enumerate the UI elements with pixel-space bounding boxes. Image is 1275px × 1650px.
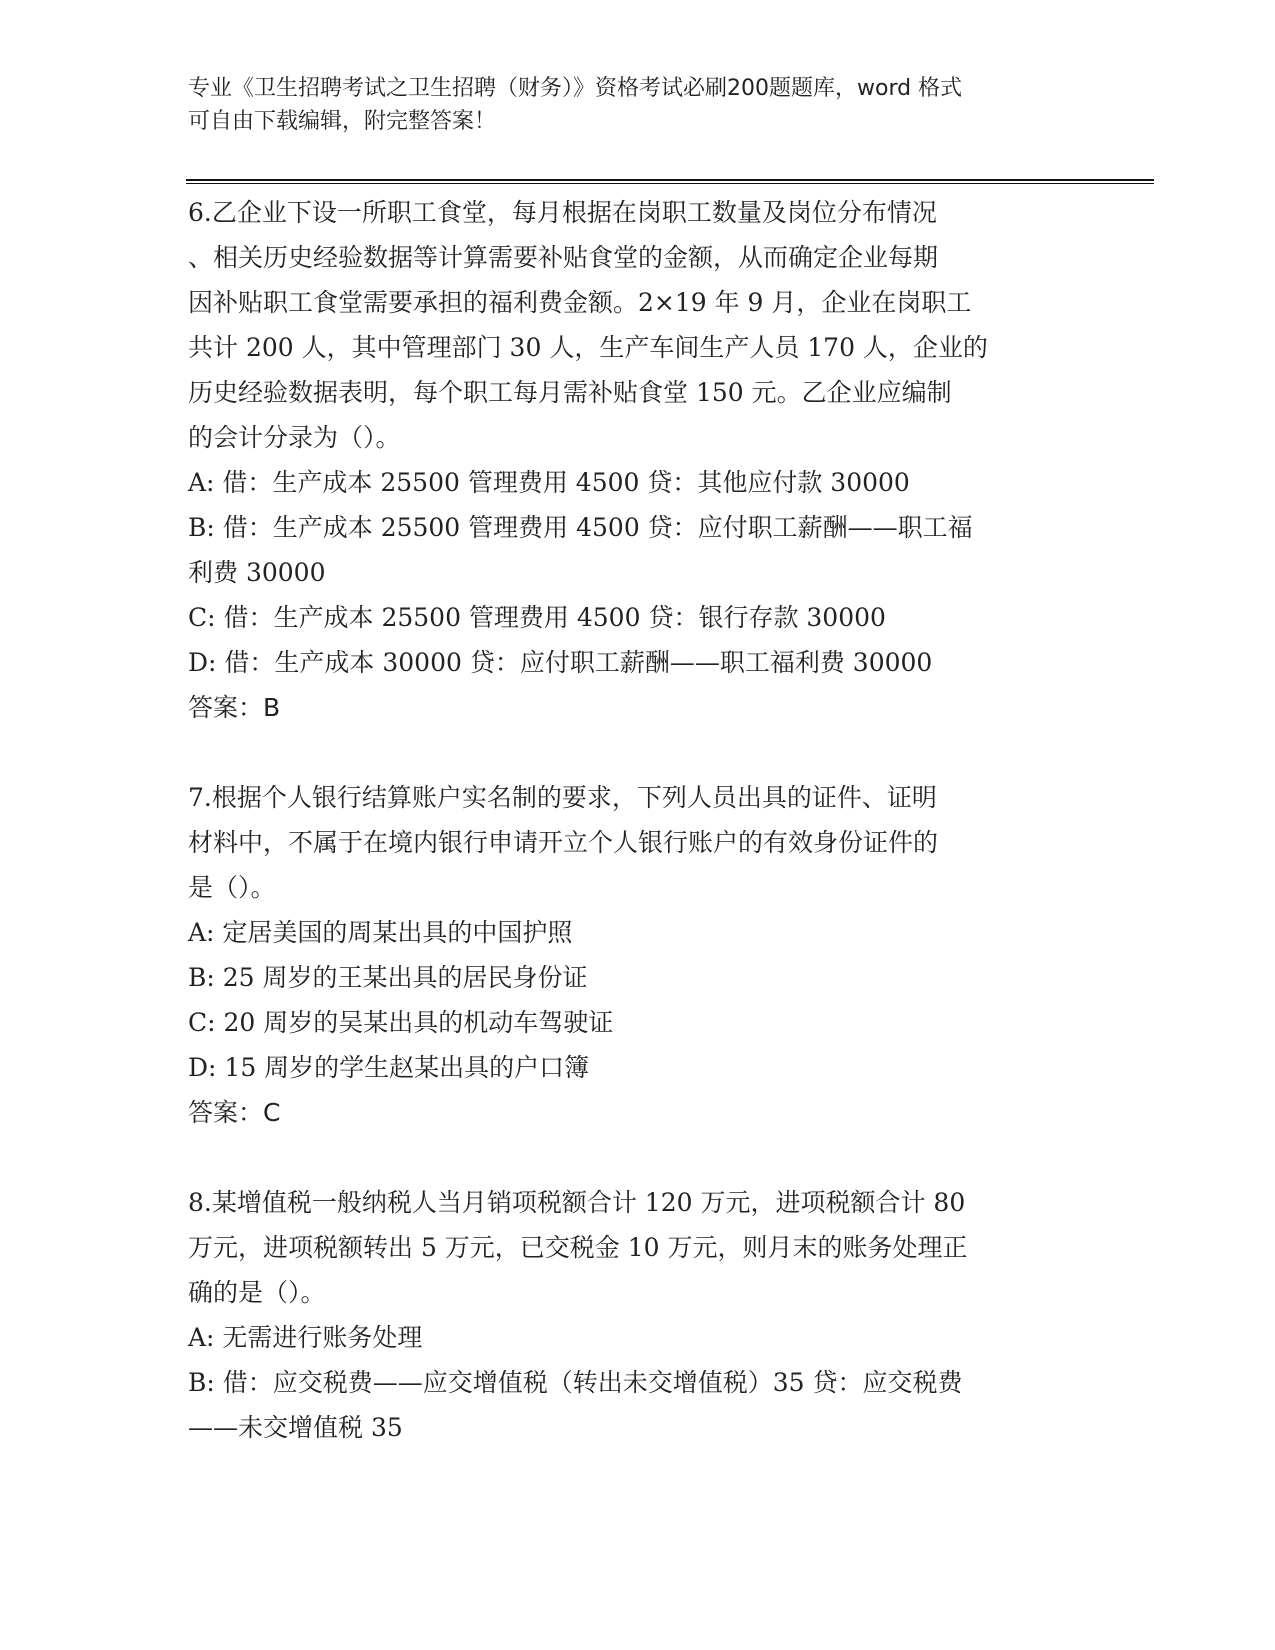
option-b: B: 25 周岁的王某出具的居民身份证 [188, 963, 588, 992]
question-stem-line: 的会计分录为（）。 [188, 423, 401, 452]
question-stem-line: 万元，进项税额转出 5 万元，已交税金 10 万元，则月末的账务处理正 [188, 1233, 968, 1262]
question-list [188, 190, 1088, 1495]
answer-label: 答案：C [188, 1098, 281, 1127]
header-divider-thin [186, 183, 1154, 184]
question-stem-line: 确的是（）。 [188, 1278, 326, 1307]
header-divider-thick [186, 179, 1154, 181]
option-a: A: 借：生产成本 25500 管理费用 4500 贷：其他应付款 30000 [188, 468, 910, 497]
option-b: B: 借：应交税费——应交增值税（转出未交增值税）35 贷：应交税费 [188, 1368, 963, 1397]
question-6 [188, 190, 1088, 730]
document-header [188, 72, 1088, 138]
question-stem-line: 6.乙企业下设一所职工食堂，每月根据在岗职工数量及岗位分布情况 [188, 198, 937, 227]
question-stem-line: 、相关历史经验数据等计算需要补贴食堂的金额，从而确定企业每期 [188, 243, 939, 272]
question-stem-line: 历史经验数据表明，每个职工每月需补贴食堂 150 元。乙企业应编制 [188, 378, 952, 407]
question-stem-line: 共计 200 人，其中管理部门 30 人，生产车间生产人员 170 人，企业的 [188, 333, 988, 362]
header-line-1: 专业《卫生招聘考试之卫生招聘（财务）》资格考试必刷200题题库，word 格式 [188, 76, 963, 101]
question-stem-line: 材料中，不属于在境内银行申请开立个人银行账户的有效身份证件的 [188, 828, 939, 857]
option-a: A: 定居美国的周某出具的中国护照 [188, 918, 573, 947]
option-c: C: 20 周岁的吴某出具的机动车驾驶证 [188, 1008, 614, 1037]
answer-label: 答案：B [188, 693, 281, 722]
question-stem-line: 8.某增值税一般纳税人当月销项税额合计 120 万元，进项税额合计 80 [188, 1188, 966, 1217]
header-line-2: 可自由下载编辑，附完整答案！ [188, 109, 497, 134]
question-8 [188, 1180, 1088, 1450]
question-stem-line: 7.根据个人银行结算账户实名制的要求，下列人员出具的证件、证明 [188, 783, 937, 812]
option-b-continued: 利费 30000 [188, 558, 326, 587]
option-b: B: 借：生产成本 25500 管理费用 4500 贷：应付职工薪酬——职工福 [188, 513, 973, 542]
option-d: D: 15 周岁的学生赵某出具的户口簿 [188, 1053, 590, 1082]
option-a: A: 无需进行账务处理 [188, 1323, 423, 1352]
option-d: D: 借：生产成本 30000 贷：应付职工薪酬——职工福利费 30000 [188, 648, 933, 677]
option-c: C: 借：生产成本 25500 管理费用 4500 贷：银行存款 30000 [188, 603, 886, 632]
option-b-continued: ——未交增值税 35 [188, 1413, 403, 1442]
question-7 [188, 775, 1088, 1135]
question-stem-line: 因补贴职工食堂需要承担的福利费金额。2×19 年 9 月，企业在岗职工 [188, 288, 972, 317]
question-stem-line: 是（）。 [188, 873, 276, 902]
